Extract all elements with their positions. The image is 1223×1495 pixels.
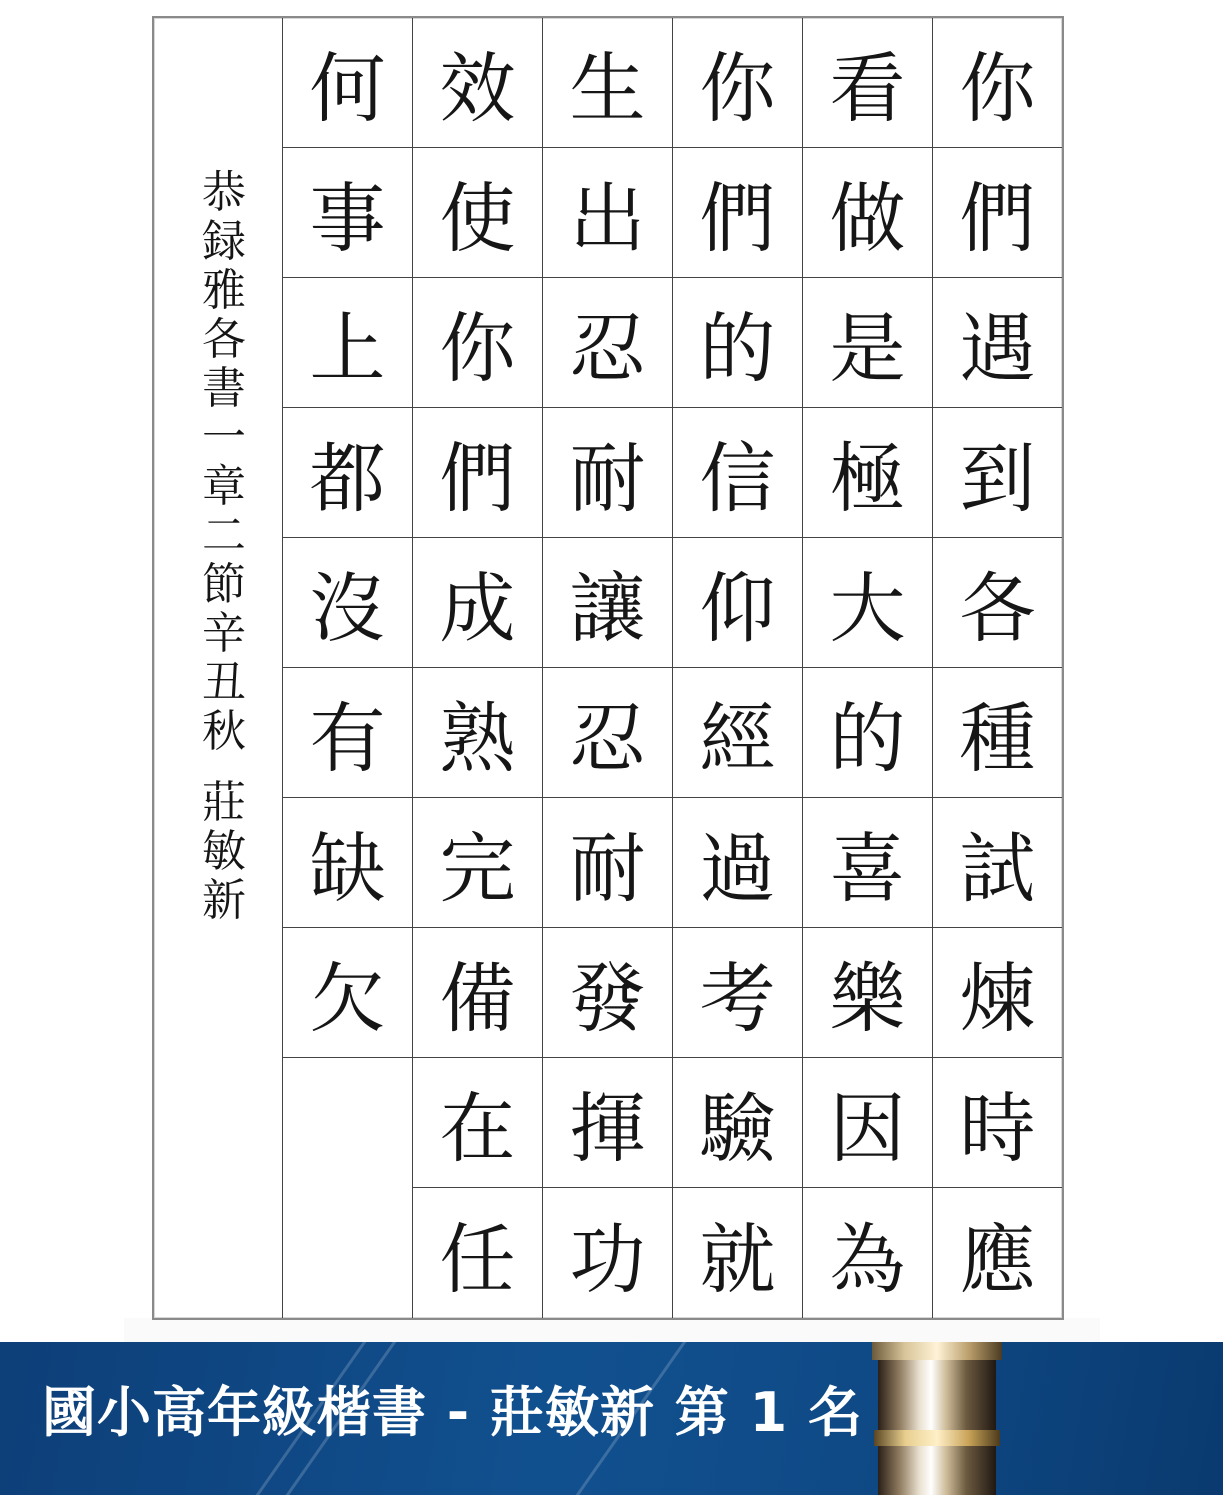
fountain-pen-image <box>872 1342 1002 1495</box>
grid-cell: 熟 <box>412 668 542 798</box>
signature-char: 節 <box>202 559 246 610</box>
grid-cell: 沒 <box>282 538 412 668</box>
grid-cell: 就 <box>672 1188 802 1318</box>
signature-column <box>154 18 282 1318</box>
grid-cell: 耐 <box>542 408 672 538</box>
signature-char: 辛 <box>202 608 246 659</box>
grid-cell: 種 <box>932 668 1062 798</box>
grid-cell: 們 <box>412 408 542 538</box>
grid-cell: 極 <box>802 408 932 538</box>
grid-cell: 讓 <box>542 538 672 668</box>
signature-char: 敏 <box>202 826 246 877</box>
grid-cell: 何 <box>282 18 412 148</box>
signature-char: 録 <box>202 216 246 267</box>
signature-char: 莊 <box>202 777 246 828</box>
signature-char: 二 <box>202 510 246 561</box>
grid-column <box>932 18 1062 1318</box>
grid-cell: 各 <box>932 538 1062 668</box>
grid-cell: 耐 <box>542 798 672 928</box>
grid-cell: 缺 <box>282 798 412 928</box>
grid-cell: 使 <box>412 148 542 278</box>
grid-cell: 到 <box>932 408 1062 538</box>
grid-cell: 是 <box>802 278 932 408</box>
grid-cell: 經 <box>672 668 802 798</box>
grid-cell: 信 <box>672 408 802 538</box>
grid-cell: 煉 <box>932 928 1062 1058</box>
grid-cell: 你 <box>672 18 802 148</box>
grid-cell <box>282 1188 412 1318</box>
grid-cell: 應 <box>932 1188 1062 1318</box>
calligraphy-sheet <box>152 16 1064 1320</box>
signature-char: 書 <box>202 363 246 414</box>
grid-cell: 樂 <box>802 928 932 1058</box>
grid-cell: 完 <box>412 798 542 928</box>
grid-cell: 仰 <box>672 538 802 668</box>
grid-cell: 時 <box>932 1058 1062 1188</box>
grid-cell: 過 <box>672 798 802 928</box>
signature-char: 新 <box>202 875 246 926</box>
grid-cell: 們 <box>672 148 802 278</box>
grid-cell: 功 <box>542 1188 672 1318</box>
grid-cell: 因 <box>802 1058 932 1188</box>
grid-cell: 大 <box>802 538 932 668</box>
signature-char: 各 <box>202 314 246 365</box>
grid-cell: 有 <box>282 668 412 798</box>
grid-cell: 的 <box>802 668 932 798</box>
grid-column <box>542 18 672 1318</box>
grid-cell: 忍 <box>542 668 672 798</box>
grid-cell: 你 <box>932 18 1062 148</box>
signature-char: 恭 <box>202 167 246 218</box>
writing-grid <box>282 18 1062 1318</box>
grid-cell: 忍 <box>542 278 672 408</box>
grid-column <box>412 18 542 1318</box>
grid-cell: 為 <box>802 1188 932 1318</box>
grid-column <box>802 18 932 1318</box>
page-edge <box>124 1318 1100 1342</box>
grid-cell: 看 <box>802 18 932 148</box>
grid-column <box>672 18 802 1318</box>
grid-cell: 們 <box>932 148 1062 278</box>
grid-cell: 在 <box>412 1058 542 1188</box>
signature-char: 丑 <box>202 657 246 708</box>
grid-cell: 上 <box>282 278 412 408</box>
caption-banner <box>0 1342 1223 1495</box>
signature-char: 秋 <box>202 706 246 757</box>
grid-cell: 驗 <box>672 1058 802 1188</box>
grid-cell: 試 <box>932 798 1062 928</box>
grid-cell: 事 <box>282 148 412 278</box>
signature-char: 一 <box>202 412 246 463</box>
banner-title: 國小高年級楷書 - 莊敏新 第 1 名 <box>42 1381 863 1444</box>
grid-cell: 發 <box>542 928 672 1058</box>
grid-cell: 都 <box>282 408 412 538</box>
grid-cell: 生 <box>542 18 672 148</box>
grid-cell: 效 <box>412 18 542 148</box>
grid-cell: 做 <box>802 148 932 278</box>
grid-cell: 你 <box>412 278 542 408</box>
grid-cell: 的 <box>672 278 802 408</box>
signature-text <box>194 168 254 925</box>
grid-cell: 出 <box>542 148 672 278</box>
grid-cell: 喜 <box>802 798 932 928</box>
grid-cell: 揮 <box>542 1058 672 1188</box>
grid-cell: 任 <box>412 1188 542 1318</box>
signature-char: 章 <box>202 461 246 512</box>
grid-cell: 成 <box>412 538 542 668</box>
signature-char: 雅 <box>202 265 246 316</box>
grid-cell <box>282 1058 412 1188</box>
grid-cell: 備 <box>412 928 542 1058</box>
grid-cell: 考 <box>672 928 802 1058</box>
grid-column <box>282 18 412 1318</box>
grid-cell: 欠 <box>282 928 412 1058</box>
grid-cell: 遇 <box>932 278 1062 408</box>
